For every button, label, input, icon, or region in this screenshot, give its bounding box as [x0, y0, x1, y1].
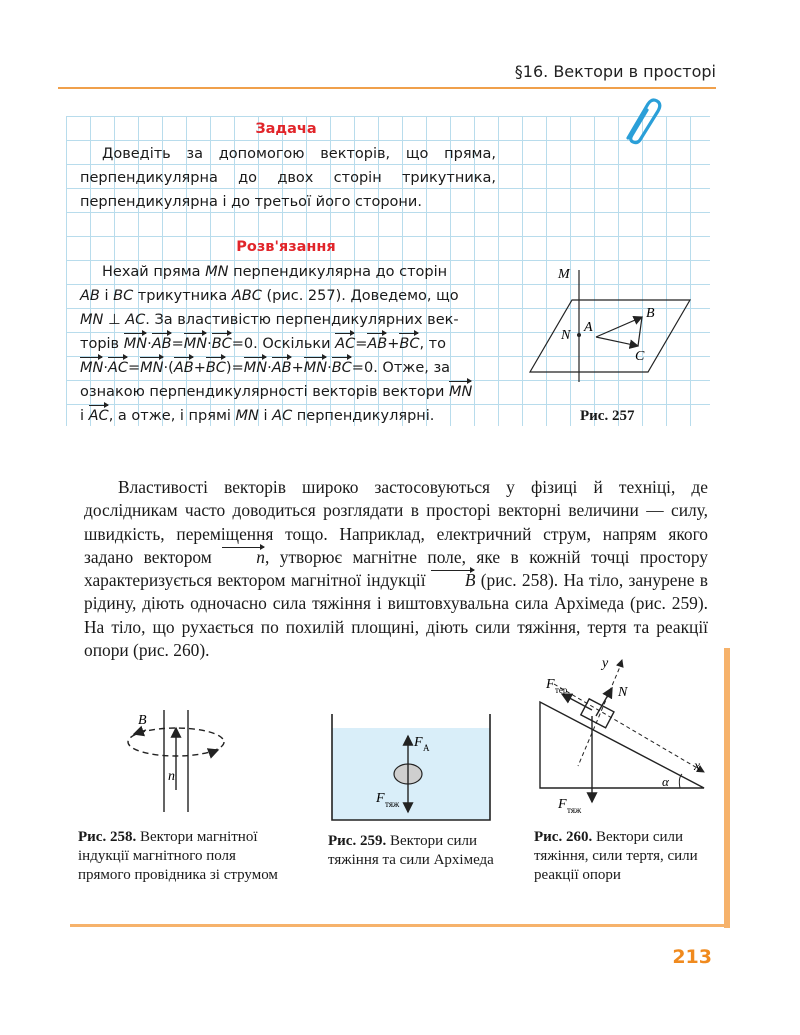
- label-alpha: α: [662, 774, 669, 789]
- page-number: 213: [672, 946, 712, 968]
- label-N: N: [561, 328, 571, 343]
- sub-g: тяж: [567, 805, 582, 815]
- label-y: y: [602, 656, 609, 671]
- fig260-caption: Рис. 260. Вектори сили тяжіння, сили тертя, сили реакції опори: [534, 829, 698, 883]
- fig259-caption: Рис. 259. Вектори сили тяжіння та сили Архімеда: [328, 833, 494, 868]
- fig257-caption: Рис. 257: [580, 408, 635, 424]
- body-paragraph: Властивості векторів широко застосовуються у фізиці й техніці, де дослідникам часто доводиться розглядати в просторі векторні величини — силу, швидкість, переміщення тощо. Наприклад, електричний струм, напрям якого задано вектором n, утворює магнітне поле, яке в кожній точці простору характеризується вектором магнітної індукції B (рис. 258). На тіло, занурене в рідину, діють одночасно сила тяжіння і виштовхувальна сила Архімеда (рис. 259). На тіло, що рухається по похилій площині, діють сили тяжіння, тертя та реакції опори (рис. 260).: [84, 477, 709, 661]
- label-FA: F: [414, 735, 423, 750]
- bottom-rule: [70, 924, 728, 927]
- side-accent-bar: [724, 648, 730, 928]
- label-B: B: [646, 306, 655, 321]
- solution-heading: Розв'язання: [236, 239, 336, 255]
- label-n: n: [168, 769, 175, 784]
- label-Fg: F: [376, 791, 385, 806]
- plane: [530, 300, 690, 372]
- task-statement: Доведіть за допомогою векторів, що пряма, перпендикулярна до двох сторін трикутника, перпендикулярна і до третьої його сторони.: [80, 146, 496, 210]
- label-Fg: F: [558, 797, 567, 812]
- label-A: A: [584, 320, 593, 335]
- figure-260: [532, 654, 720, 822]
- label-Ffr: F: [546, 677, 555, 692]
- paperclip-icon: [614, 96, 664, 146]
- label-x: x: [694, 759, 701, 774]
- task-heading: Задача: [255, 121, 317, 137]
- sub-fr: тер: [555, 685, 568, 695]
- label-N: N: [618, 685, 628, 700]
- label-M: M: [558, 267, 570, 282]
- fig258-caption: Рис. 258. Вектори магнітної індукції магнітного поля прямого провідника зі струмом: [78, 829, 278, 883]
- solution-text: Нехай пряма MN перпендикулярна до сторін AB і BC трикутника ABC (рис. 257). Доведемо, що MN ⊥ AC. За властивістю перпендикулярних век- торів MN·AB=MN·BC=0. Оскільки AC=AB+BC, то MN·AC=MN·(AB+BC)=MN·AB+MN·BC=0. Отже, за ознакою перпендикулярності векторів вектори MN і AC, а отже, і прямі MN і AC перпендикулярні.: [80, 260, 496, 428]
- sub-A: A: [423, 743, 430, 753]
- figure-257: [522, 262, 702, 402]
- header-rule: [58, 87, 716, 89]
- sub-g: тяж: [385, 799, 400, 809]
- section-title: §16. Вектори в просторі: [514, 62, 716, 81]
- figure-258: [120, 700, 250, 820]
- figure-259: [326, 712, 496, 824]
- label-C: C: [635, 349, 645, 364]
- label-B: B: [138, 713, 147, 728]
